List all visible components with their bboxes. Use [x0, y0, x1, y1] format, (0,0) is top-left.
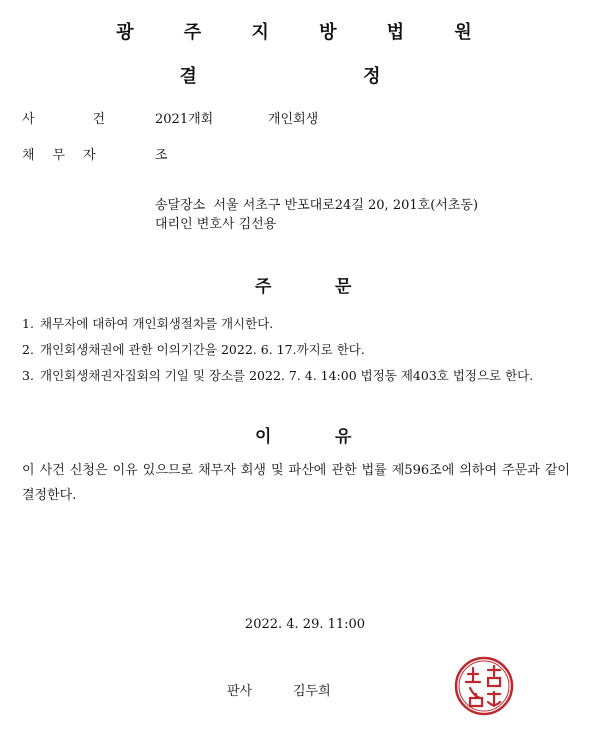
order-item-text: 개인회생채권에 관한 이의기간을 2022. 6. 17.까지로 한다. [40, 342, 365, 357]
order-item-text: 채무자에 대하여 개인회생절차를 개시한다. [40, 316, 274, 331]
reason-heading-char-1: 이 [255, 427, 272, 447]
order-heading-char-2: 문 [335, 277, 352, 297]
order-list [22, 314, 572, 392]
order-heading-char-1: 주 [255, 277, 272, 297]
order-item-text: 개인회생채권자집회의 기일 및 장소를 2022. 7. 4. 14:00 법정동 제403호 법정으로 한다. [40, 368, 534, 383]
case-number: 2021개회 [155, 112, 214, 127]
service-address: 송달장소 서울 서초구 반포대로24길 20, 201호(서초동) [155, 198, 479, 213]
case-label: 사건 [22, 112, 164, 127]
debtor-label: 채무자 [22, 148, 114, 163]
reason-text: 이 사건 신청은 이유 있으므로 채무자 회생 및 파산에 관한 법률 제596조에 의하여 주문과 같이 결정한다. [22, 463, 570, 503]
order-item-number: 2. [22, 342, 34, 357]
representative: 대리인 변호사 김선용 [155, 217, 277, 232]
case-name: 개인회생 [268, 112, 319, 127]
order-heading [0, 272, 610, 297]
order-item [22, 366, 572, 385]
order-item-number: 1. [22, 316, 34, 331]
court-name: 광 주 지 방 법 원 [116, 22, 494, 43]
judge-seal-stamp [452, 654, 516, 718]
order-item-number: 3. [22, 368, 34, 383]
order-item [22, 340, 572, 359]
judge-label: 판사 [227, 684, 253, 699]
judge-name: 김두희 [293, 684, 331, 699]
debtor-name: 조 [155, 148, 168, 163]
reason-heading [0, 422, 610, 447]
document-type: 결 정 [179, 66, 461, 87]
order-item [22, 314, 572, 333]
decision-date: 2022. 4. 29. 11:00 [244, 617, 366, 632]
reason-heading-char-2: 유 [335, 427, 352, 447]
